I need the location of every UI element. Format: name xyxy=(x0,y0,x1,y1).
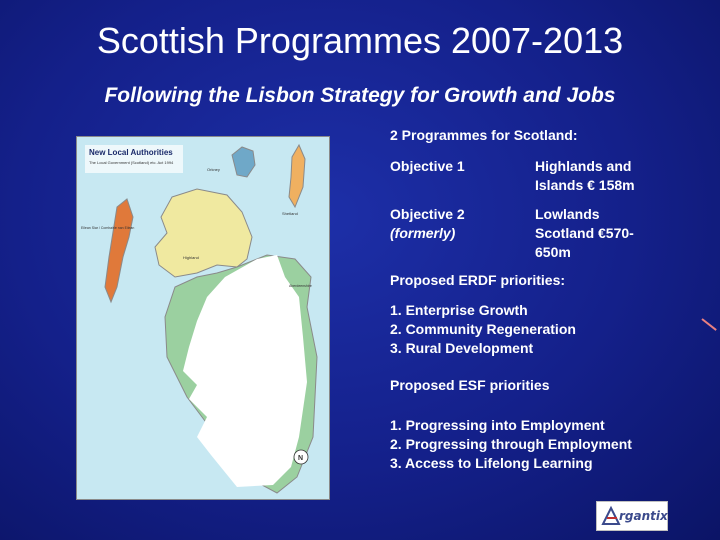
argantix-logo xyxy=(596,501,668,531)
objective-2-value-line: Lowlands xyxy=(535,206,600,222)
north-arrow-letter: N xyxy=(298,455,304,462)
programmes-heading: 2 Programmes for Scotland: xyxy=(390,127,578,143)
objective-1-name: Objective 1 xyxy=(390,158,465,174)
objective-2-name xyxy=(390,205,520,243)
decorative-line xyxy=(701,318,716,331)
erdf-item: 3. Rural Development xyxy=(390,340,534,356)
logo-text: rgantix xyxy=(619,509,668,523)
erdf-list xyxy=(390,301,576,358)
map-subheading: The Local Government (Scotland) etc. Act 1994 xyxy=(89,160,174,165)
scotland-map xyxy=(76,136,330,500)
esf-item: 3. Access to Lifelong Learning xyxy=(390,455,593,471)
erdf-heading: Proposed ERDF priorities: xyxy=(390,272,566,288)
map-label-aberdeenshire: Aberdeenshire xyxy=(289,284,312,288)
objective-2-value xyxy=(535,205,685,262)
erdf-item: 2. Community Regeneration xyxy=(390,321,576,337)
map-graphic xyxy=(77,137,329,499)
objective-1-value-line: Highlands and xyxy=(535,158,632,174)
map-label-shetland: Shetland xyxy=(282,211,298,216)
objective-2-note: (formerly) xyxy=(390,225,456,241)
objective-2-value-line: Scotland €570- xyxy=(535,225,634,241)
slide-subtitle: Following the Lisbon Strategy for Growth and Jobs xyxy=(104,84,616,107)
erdf-item: 1. Enterprise Growth xyxy=(390,302,528,318)
esf-heading: Proposed ESF priorities xyxy=(390,377,550,393)
map-label-orkney: Orkney xyxy=(207,167,220,172)
map-heading: New Local Authorities xyxy=(89,148,173,157)
esf-item: 1. Progressing into Employment xyxy=(390,417,605,433)
map-label-highland: Highland xyxy=(183,255,199,260)
objective-1-value xyxy=(535,157,685,195)
objective-2-name-label: Objective 2 xyxy=(390,206,465,222)
slide-title: Scottish Programmes 2007-2013 xyxy=(96,20,624,61)
map-label-western-isles: Eilean Siar / Comhairle nan Eilean xyxy=(81,226,135,230)
objective-1-value-line: Islands € 158m xyxy=(535,177,635,193)
esf-item: 2. Progressing through Employment xyxy=(390,436,632,452)
esf-list xyxy=(390,416,632,473)
objective-2-value-line: 650m xyxy=(535,244,571,260)
